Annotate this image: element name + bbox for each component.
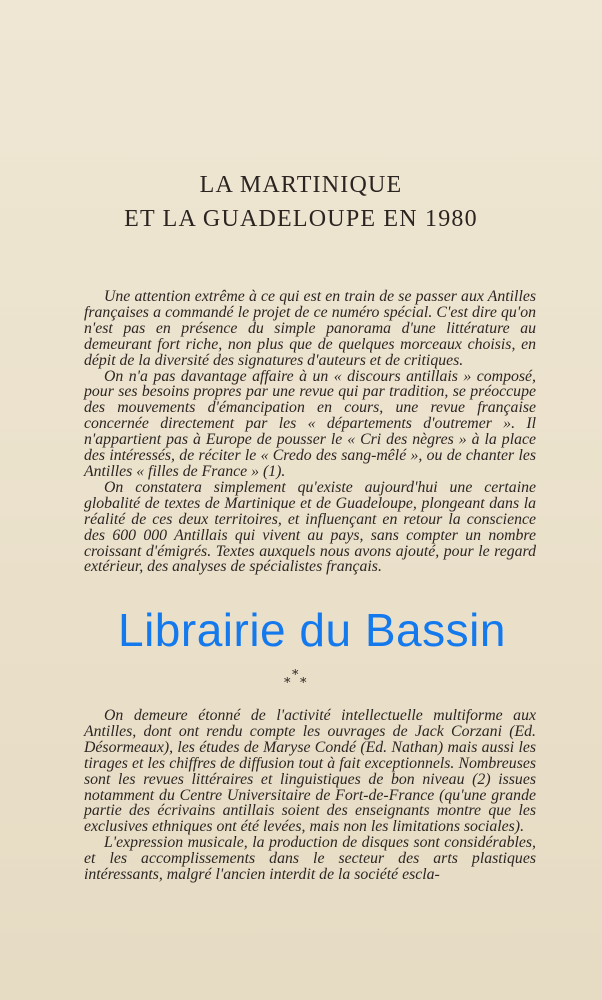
paragraph-3: On constatera simplement qu'existe aujourd'hui une certaine globalité de textes de Martinique et de Guadeloupe, plongeant dans la réalité de ces deux territoires, et influençant en retour la conscience des 600 000 Antillais qui vivent au pays, sans compter un nombre croissant d'émigrés. Textes auxquels nous avons ajouté, pour le regard extérieur, des analyses de spécialistes français. xyxy=(84,478,536,576)
separator-star: * xyxy=(292,668,299,683)
text-block-bottom xyxy=(84,708,536,883)
asterism-separator xyxy=(278,668,318,690)
separator-star: * xyxy=(284,676,291,691)
text-block-top xyxy=(84,289,536,575)
paragraph-4: On demeure étonné de l'activité intellectuelle multiforme aux Antilles, dont ont rendu compte les ouvrages de Jack Corzani (Ed. Désormeaux), les études de Maryse Condé (Ed. Nathan) mais aussi les tirages et les chiffres de diffusion tout à fait exceptionnels. Nombreuses sont les revues littéraires et linguistiques de bon niveau (2) issues notamment du Centre Universitaire de Fort-de-France (qu'une grande partie des écrivains antillais soient des enseignants montre que les exclusives ethniques ont été levées, mais non les limitations sociales). xyxy=(84,707,536,836)
paragraph-2: On n'a pas davantage affaire à un « discours antillais » composé, pour ses besoins propres par une revue qui par tradition, se préoccupe des mouvements d'émancipation en cours, une revue française concernée directement par les « départements d'outremer ». Il n'appartient pas à Europe de pousser le « Cri des nègres » à la place des intéressés, de réciter le « Credo des sang-mêlé », ou de chanter les Antilles « filles de France » (1). xyxy=(84,367,536,480)
watermark-text: Librairie du Bassin xyxy=(118,604,506,656)
title-line-2: ET LA GUADELOUPE EN 1980 xyxy=(124,206,478,232)
paragraph-5: L'expression musicale, la production de disques sont considérables, et les accomplissements dans le secteur des arts plastiques intéressants, malgré l'ancien interdit de la société escla- xyxy=(84,834,536,884)
separator-star: * xyxy=(300,676,307,691)
paragraph-1: Une attention extrême à ce qui est en train de se passer aux Antilles françaises a commandé le projet de ce numéro spécial. C'est dire qu'on n'est pas en présence du simple panorama d'une littérature au demeurant fort riche, non plus que de quelques morceaux choisis, en dépit de la diversité des signatures d'auteurs et de critiques. xyxy=(84,288,536,369)
title-line-1: LA MARTINIQUE xyxy=(199,172,403,198)
